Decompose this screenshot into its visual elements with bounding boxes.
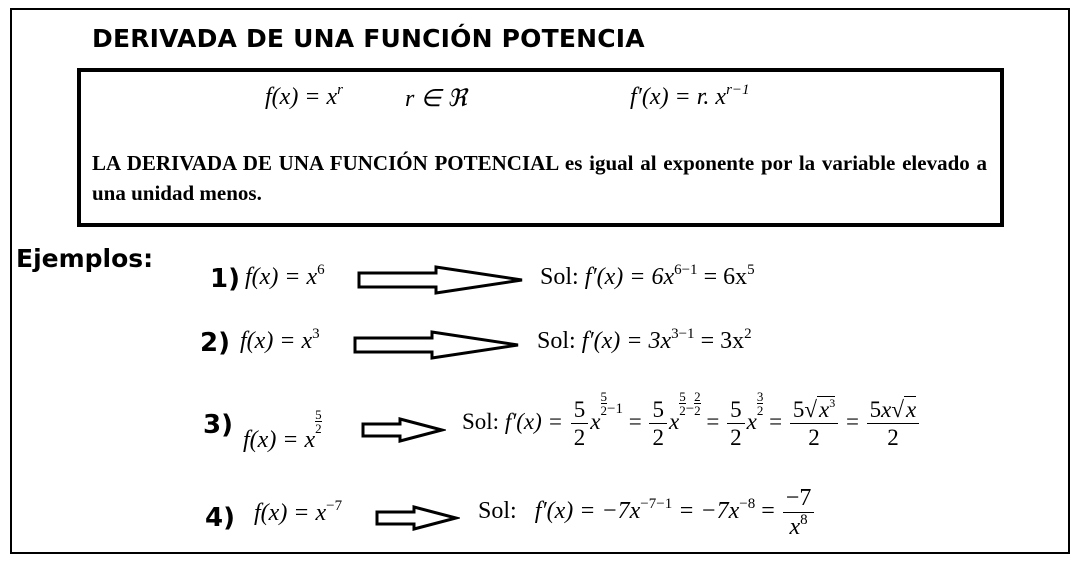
example-1-number: 1) [210,264,240,294]
example-1-function: $f(x) = x^6$ [245,262,325,290]
rule-text [92,148,987,208]
example-4-number: 4) [205,503,235,533]
example-3-number: 3) [203,410,233,440]
example-3-function: f(x) = x $\frac{5}{2}$ [243,407,322,453]
example-4-function: $f(x) = x^{-7}$ [254,498,343,526]
example-2-function: $f(x) = x^3$ [240,326,320,354]
example-3-solution: Sol: f′(x) = $\frac{5}{2}$ x $\frac{5}{2}$ $^{-1}$ = $\frac{5}{2}$ x $\frac{5}{2}$ − $\frac{2}{2}$ = $\frac{5}{2}$ x $\frac{3}{2}$ = $\frac{5√x^3}{2}$ = $\frac{5x√x}{2}$ [462,390,921,449]
examples-heading: Ejemplos: [16,244,154,273]
arrow-icon [374,505,460,531]
arrow-icon [356,265,526,295]
page-title: DERIVADA DE UNA FUNCIÓN POTENCIA [92,24,645,53]
example-2-number: 2) [200,328,230,358]
example-4-solution: Sol: $f'(x) = -7x^{-7-1} = -7x^{-8}$ = $\frac{-7}{x^8}$ [478,486,816,539]
rule-rest-text: es igual al exponente por la variable elevado a una unidad menos. [92,151,987,205]
arrow-icon [360,417,446,443]
example-1-solution: Sol: $f'(x) = 6x^{6-1} = 6x^5$ [540,262,755,290]
arrow-icon [352,330,522,360]
formula-domain: r ∈ ℜ [405,86,467,112]
rule-bold-text: LA DERIVADA DE UNA FUNCIÓN POTENCIAL [92,151,559,175]
example-2-solution: Sol: $f'(x) = 3x^{3-1} = 3x^2$ [537,326,752,354]
formula-derivative: f′(x) = r. $x^{r-1}$ [630,82,750,110]
formula-function: $f(x) = x^r$ [265,82,343,110]
